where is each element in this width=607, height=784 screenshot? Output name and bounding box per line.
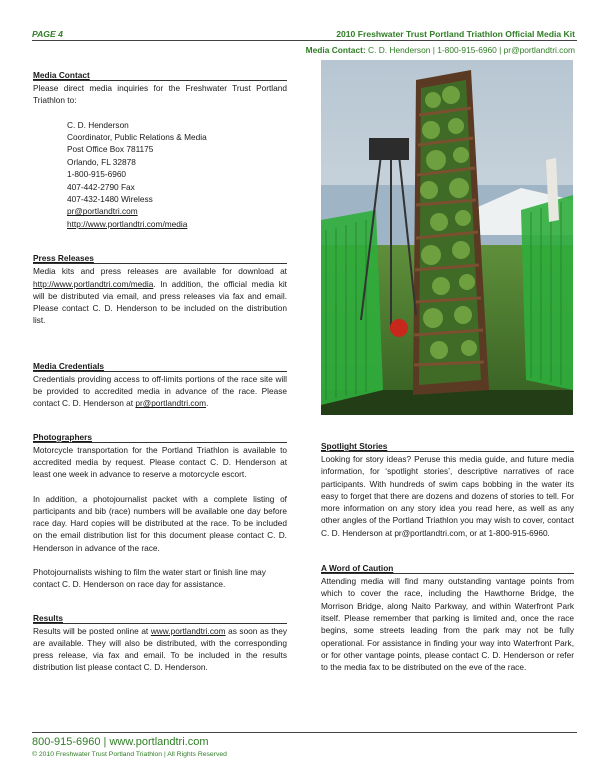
results-website-link[interactable]: www.portlandtri.com xyxy=(150,625,226,636)
contact-email-link[interactable]: pr@portlandtri.com xyxy=(67,206,138,217)
right-column xyxy=(321,441,574,673)
word-of-caution-text: Attending media will find many outstanding vantage points from which to cover the race, including the Hawthorne Bridge, the Morrison Bridge, along Naito Parkway, and within Waterfront Park itself. Please remember that parking is limited and, once the race begins, some streets leading from the park may not be fully operational. For assistance in finding your way into Waterfront Park, or for other vantage points, please contact C. D. Henderson or refer to the media fax to be distributed on the eve of the race. xyxy=(321,576,574,673)
spotlight-stories-heading: Spotlight Stories xyxy=(321,441,574,452)
results-section xyxy=(33,613,287,674)
photographers-paragraph: In addition, a photojournalist packet with a complete listing of participants and bib (race) numbers will be available one day before race day. Hard copies will be distributed at the race. To be included on the email distribution list for this document please contact C. D. Henderson in advance of the race. xyxy=(33,493,287,553)
media-credentials-text: Credentials providing access to off-limits portions of the race site will be provided to accredited media in advance of the race. Please contact C. D. Henderson at pr@portlandtri.com. xyxy=(33,373,287,409)
header-media-contact xyxy=(306,45,575,55)
photographers-paragraph: Photojournalists wishing to film the water start or finish line may contact C. D. Henderson on race day for assistance. xyxy=(33,567,266,590)
address-line: 1-800-915-6960 xyxy=(67,169,127,180)
page-number: PAGE 4 xyxy=(32,29,63,39)
address-line: 407-432-1480 Wireless xyxy=(67,194,153,205)
media-credentials-section xyxy=(33,361,287,410)
media-contact-intro: Please direct media inquiries for the Freshwater Trust Portland Triathlon to: xyxy=(33,83,287,106)
photographers-section xyxy=(33,432,287,591)
photographers-paragraph: Motorcycle transportation for the Portland Triathlon is available to accredited media by request. Please contact C. D. Henderson at least one week in advance to reserve a motorcycle escort. xyxy=(33,444,287,480)
contact-address-block xyxy=(33,119,287,231)
press-releases-section xyxy=(33,253,287,326)
photographers-heading: Photographers xyxy=(33,432,287,443)
media-credentials-heading: Media Credentials xyxy=(33,361,287,372)
header-contact-label: Media Contact: xyxy=(305,45,366,55)
spotlight-stories-section xyxy=(321,441,574,539)
header-divider xyxy=(32,40,577,41)
address-line: C. D. Henderson xyxy=(67,119,129,130)
race-site-photo xyxy=(321,60,573,415)
results-text: Results will be posted online at www.portlandtri.com as soon as they are available. They will also be distributed, with the corresponding press release, via fax and email. To be included in the results distribution list please contact C. D. Henderson. xyxy=(33,625,287,673)
address-line: Post Office Box 781175 xyxy=(67,144,154,155)
address-line: Coordinator, Public Relations & Media xyxy=(67,132,207,142)
media-url-link[interactable]: http://www.portlandtri.com/media xyxy=(67,218,188,229)
word-of-caution-section xyxy=(321,563,574,673)
footer-contact: 800-915-6960 | www.portlandtri.com xyxy=(32,736,209,748)
footer-copyright: © 2010 Freshwater Trust Portland Triathlon | All Rights Reserved xyxy=(32,751,227,758)
word-of-caution-heading: A Word of Caution xyxy=(321,563,574,574)
document-title: 2010 Freshwater Trust Portland Triathlon Official Media Kit xyxy=(336,29,575,39)
press-releases-text: Media kits and press releases are available for download at http://www.portlandtri.com/media. In addition, the official media kit will be distributed via email, and press releases via fax and email. Please contact C. D. Henderson to be included on the distribution list. xyxy=(33,266,287,326)
address-line: Orlando, FL 32878 xyxy=(67,156,136,167)
address-line: 407-442-2790 Fax xyxy=(67,181,135,192)
press-releases-heading: Press Releases xyxy=(33,253,287,264)
photo-illustration xyxy=(321,60,573,415)
left-column xyxy=(33,70,287,674)
spotlight-stories-text: Looking for story ideas? Peruse this media guide, and future media information, for ‘spotlight stories’, descriptive narratives of race participants. With hundreds of swim caps bobbing in the water its easy to forget that there are dozens and dozens of stories to tell. For more information on any story idea you read here, as well as any other angles of the Portland Triathlon you may wish to cover, contact C. D. Henderson at pr@portlandtri.com, or at 1-800-915-6960. xyxy=(321,454,574,538)
press-media-link[interactable]: http://www.portlandtri.com/media xyxy=(33,278,154,289)
header-contact-value: C. D. Henderson | 1-800-915-6960 | pr@portlandtri.com xyxy=(365,45,575,55)
media-contact-section xyxy=(33,70,287,230)
footer-divider xyxy=(32,732,577,733)
media-contact-heading: Media Contact xyxy=(33,70,287,81)
credentials-email-link[interactable]: pr@portlandtri.com xyxy=(135,398,207,409)
results-heading: Results xyxy=(33,613,287,624)
